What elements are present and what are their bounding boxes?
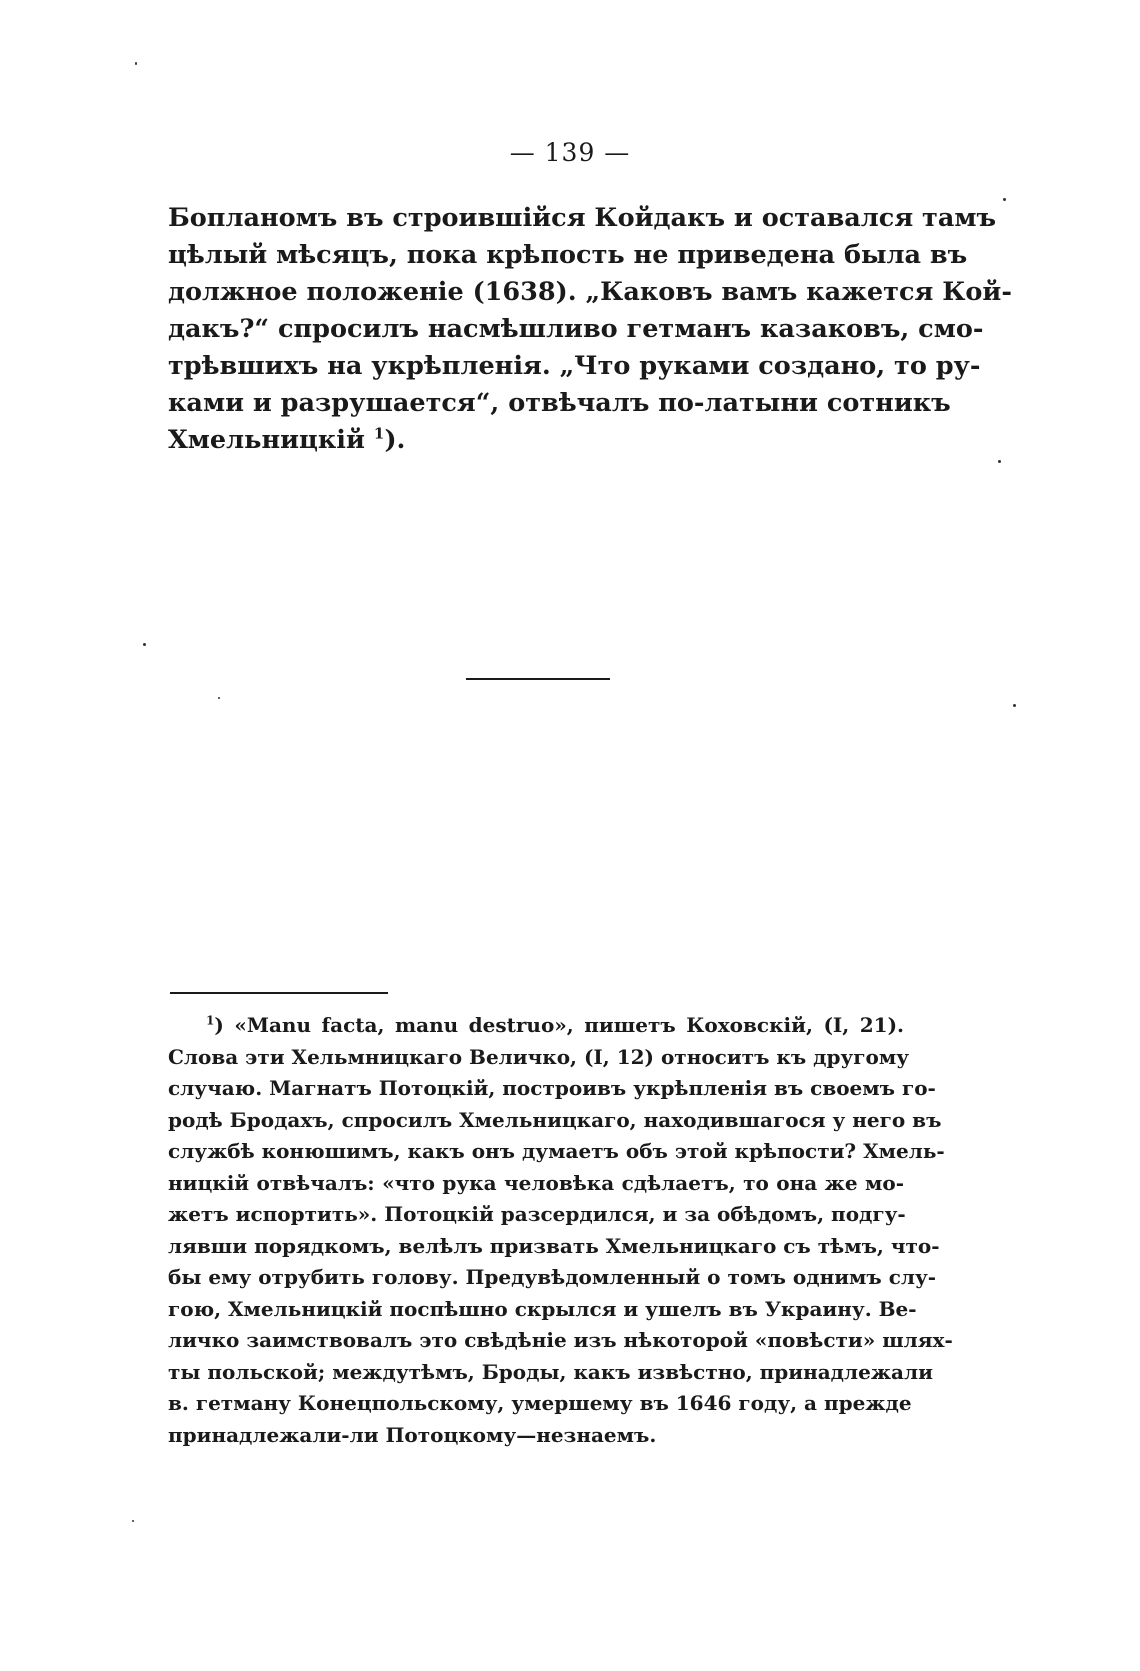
main-line: должное положеніе (1638). „Каковъ вамъ кажется Кой- <box>168 277 1012 307</box>
footnote-line: ницкій отвѣчалъ: «что рука человѣка сдѣлаетъ, то она же мо- <box>168 1170 904 1195</box>
footnote-line: ты польской; междутѣмъ, Броды, какъ извѣстно, принадлежали <box>168 1359 933 1384</box>
main-paragraph <box>168 200 1012 459</box>
footnote-line: гою, Хмельницкій поспѣшно скрылся и ушелъ въ Украину. Ве- <box>168 1296 917 1321</box>
main-last-text: Хмельницкій <box>168 425 365 455</box>
footnote-reference[interactable]: 1 <box>373 424 385 443</box>
footnote-line: службѣ конюшимъ, какъ онъ думаетъ объ этой крѣпости? Хмель- <box>168 1139 945 1163</box>
footnote-line: лявши порядкомъ, велѣлъ призвать Хмельницкаго съ тѣмъ, что- <box>168 1233 940 1258</box>
footnote-line-last: принадлежали-ли Потоцкому—незнаемъ. <box>168 1422 657 1447</box>
main-line: трѣвшихъ на укрѣпленія. „Что руками создано, то ру- <box>168 351 981 381</box>
scan-speck <box>998 460 1001 463</box>
main-line: ками и разрушается“, отвѣчалъ по-латыни сотникъ <box>168 388 951 418</box>
footnote-line <box>168 1010 904 1042</box>
main-last-end: ). <box>384 425 406 455</box>
footnote-line: Слова эти Хельмницкаго Величко, (I, 12) относитъ къ другому <box>168 1044 910 1069</box>
footnote-line: жетъ испортить». Потоцкій разсердился, и за обѣдомъ, подгу- <box>168 1202 906 1226</box>
footnote-divider <box>170 992 388 994</box>
page-number: — 139 — <box>509 138 631 167</box>
scan-speck <box>1003 198 1006 201</box>
scan-speck <box>143 643 146 646</box>
footnote-line: родѣ Бродахъ, спросилъ Хмельницкаго, находившагося у него въ <box>168 1107 942 1132</box>
scan-speck <box>135 62 137 65</box>
main-line-last <box>168 422 904 459</box>
section-divider <box>466 678 610 680</box>
main-line: цѣлый мѣсяцъ, пока крѣпость не приведена была въ <box>168 240 968 270</box>
footnote-line: в. гетману Конецпольскому, умершему въ 1646 году, а прежде <box>168 1391 912 1415</box>
scan-speck <box>132 1520 134 1522</box>
scan-speck <box>1013 704 1016 707</box>
scan-speck <box>218 697 220 699</box>
footnote <box>168 1010 953 1451</box>
footnote-line: личко заимствовалъ это свѣдѣніе изъ нѣкоторой «повѣсти» шлях- <box>168 1328 953 1352</box>
main-line: дакъ?“ спросилъ насмѣшливо гетманъ казаковъ, смо- <box>168 314 984 344</box>
main-line: Бопланомъ въ строившійся Койдакъ и оставался тамъ <box>168 203 997 233</box>
footnote-first-text: ) «Manu facta, manu destruo», пишетъ Коховскій, (I, 21). <box>214 1013 904 1037</box>
footnote-line: бы ему отрубить голову. Предувѣдомленный о томъ однимъ слу- <box>168 1265 937 1289</box>
footnote-line: случаю. Магнатъ Потоцкій, построивъ укрѣпленія въ своемъ го- <box>168 1076 936 1100</box>
footnote-marker: 1 <box>206 1013 215 1028</box>
